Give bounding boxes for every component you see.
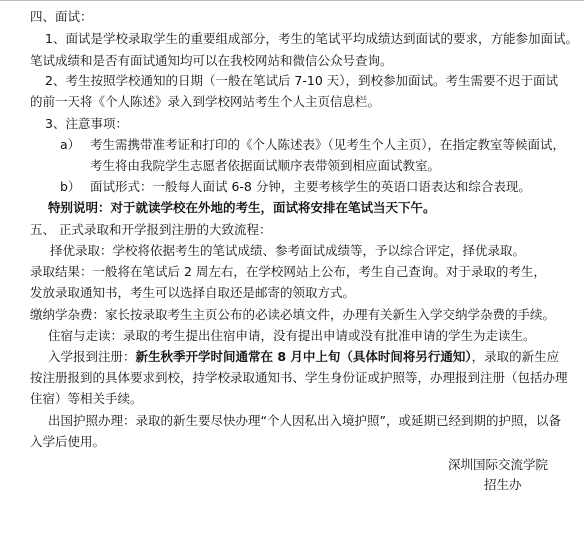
result-line-2: 发放录取通知书，考生可以选择自取还是邮寄的领取方式。 xyxy=(30,285,356,300)
signature-dept: 招生办 xyxy=(484,477,522,492)
fee-line: 缴纳学杂费：家长按录取考生主页公布的必读必填文件，办理有关新生入学交纳学杂费的手续。 xyxy=(30,307,556,322)
special-note: 特别说明：对于就读学校在外地的考生，面试将安排在笔试当天下午。 xyxy=(48,200,436,215)
passport-line-2: 入学后使用。 xyxy=(30,434,106,449)
register-prefix: 入学报到注册： xyxy=(48,349,136,364)
section-4-heading: 四、面试： xyxy=(30,9,93,24)
interview-point-2-line-2: 的前一天将《个人陈述》录入到学校网站考生个人主页信息栏。 xyxy=(30,94,381,109)
register-line-1 xyxy=(48,348,559,366)
item-a-line-1: 考生需携带准考证和打印的《个人陈述表》（见考生个人主页），在指定教室等候面试， xyxy=(90,137,566,152)
selection-line: 择优录取：学校将依据考生的笔试成绩、参考面试成绩等，予以综合评定，择优录取。 xyxy=(50,243,526,258)
interview-point-1-line-1: 1、面试是学校录取学生的重要组成部分，考生的笔试平均成绩达到面试的要求，方能参加面试。 xyxy=(45,31,578,46)
item-a-marker: a） xyxy=(60,137,81,152)
top-rule xyxy=(0,0,584,1)
interview-point-2-line-1: 2、考生按照学校通知的日期（一般在笔试后 7-10 天），到校参加面试。考生需要不迟于面试 xyxy=(45,73,559,88)
register-line-3: 住宿）等相关手续。 xyxy=(30,391,143,406)
item-a-line-2: 考生将由我院学生志愿者依据面试顺序表带领到相应面试教室。 xyxy=(90,158,441,173)
item-b-marker: b） xyxy=(60,179,81,194)
item-b-line-1: 面试形式：一般每人面试 6-8 分钟，主要考核学生的英语口语表达和综合表现。 xyxy=(90,179,531,194)
housing-line: 住宿与走读：录取的考生提出住宿申请，没有提出申请或没有批准申请的学生为走读生。 xyxy=(48,328,536,343)
register-bold-text: 新生秋季开学时间通常在 8 月中上旬（具体时间将另行通知） xyxy=(135,349,472,364)
notes-heading: 3、注意事项： xyxy=(45,116,128,131)
signature-org: 深圳国际交流学院 xyxy=(448,457,549,472)
section-5-heading: 五、 正式录取和开学报到注册的大致流程： xyxy=(30,222,272,237)
interview-point-1-line-2: 笔试成绩和是否有面试通知均可以在我校网站和微信公众号查询。 xyxy=(30,53,393,68)
register-suffix: ，录取的新生应 xyxy=(471,349,560,364)
result-line-1: 录取结果：一般将在笔试后 2 周左右，在学校网站上公布，考生自己查询。对于录取的考生， xyxy=(30,264,546,279)
register-line-2: 按注册报到的具体要求到校，持学校录取通知书、学生身份证或护照等，办理报到注册（包括办理 xyxy=(30,370,568,385)
passport-line-1: 出国护照办理：录取的新生要尽快办理“个人因私出入境护照”，或延期已经到期的护照，以备 xyxy=(48,413,561,428)
